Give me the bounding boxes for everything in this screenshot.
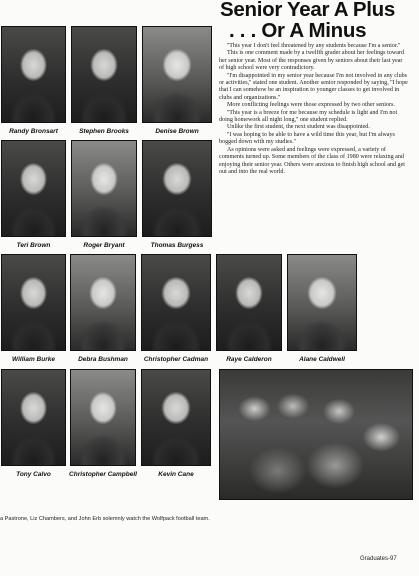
- story-paragraph: ''This year is a breeze for me because my schedule is light and I'm not doing homework all night long,'' one student replied.: [219, 109, 398, 124]
- portrait-caption: Thomas Burgess: [150, 242, 204, 249]
- headline-line-2: . . . Or A Minus: [229, 19, 367, 42]
- portrait-caption: Tony Calvo: [16, 471, 51, 478]
- portrait-debra-bushman: [70, 254, 136, 351]
- portrait-roger-bryant: [71, 140, 137, 237]
- portrait-caption: Teri Brown: [16, 242, 51, 249]
- portrait-caption: Stephen Brooks: [79, 128, 129, 135]
- story-body: [219, 43, 409, 176]
- portrait-raye-calderon: [216, 254, 282, 351]
- portrait-denise-brown: [142, 26, 212, 123]
- portrait-alane-caldwell: [287, 254, 357, 351]
- portrait-christopher-cadman: [141, 254, 211, 351]
- portrait-thomas-burgess: [142, 140, 212, 237]
- story-paragraph: More conflicting feelings were those expressed by two other seniors.: [227, 102, 395, 109]
- page-folio: Graduates-97: [360, 556, 397, 562]
- portrait-caption: Raye Calderon: [226, 356, 272, 363]
- portrait-caption: Christopher Campbell: [69, 471, 137, 478]
- portrait-christopher-campbell: [70, 369, 136, 466]
- football-crowd-photo: [219, 369, 413, 500]
- portrait-randy-bronsart: [1, 26, 66, 123]
- portrait-stephen-brooks: [71, 26, 137, 123]
- portrait-tony-calvo: [1, 369, 66, 466]
- portrait-caption: Kevin Cane: [158, 471, 194, 478]
- portrait-kevin-cane: [141, 369, 211, 466]
- portrait-caption: Alane Caldwell: [299, 356, 345, 363]
- story-paragraph: Unlike the first student, the next student was disappointed.: [227, 124, 370, 131]
- portrait-caption: William Burke: [12, 356, 55, 363]
- story-paragraph: As opinions were asked and feelings were expressed, a variety of comments turned up. Some members of the class of 1980 were relaxing and enjoying their senior year. Others were anxious to finish high school and get out and into the real world.: [219, 146, 405, 175]
- portrait-caption: Roger Bryant: [83, 242, 125, 249]
- headline-line-1: Senior Year A Plus: [220, 0, 396, 21]
- photo-caption: a Pastrone, Liz Chambers, and John Erb solemnly watch the Wolfpack football team.: [0, 516, 210, 522]
- story-paragraph: This is one comment made by a twelfth grader about her feelings toward her senior year. Most of the responses given by seniors about their last year of high school were very contradictory.: [219, 50, 405, 72]
- portrait-teri-brown: [1, 140, 66, 237]
- story-paragraph: ''This year I don't feel threatened by any students because I'm a senior.'': [227, 43, 401, 49]
- portrait-caption: Randy Bronsart: [9, 128, 58, 135]
- story-paragraph: ''I was hoping to be able to have a wild time this year, but I'm always bogged down with my studies.'': [219, 131, 395, 146]
- portrait-caption: Denise Brown: [155, 128, 199, 135]
- portrait-caption: Debra Bushman: [78, 356, 128, 363]
- story-paragraph: ''I'm disappointed in my senior year because I'm not involved in any clubs or activities,'' stated one student. Another senior responded by saying, ''I hope that I can somehow be an inspiration to younger classes to get involved in clubs and organizations.'': [219, 72, 408, 101]
- portrait-william-burke: [1, 254, 66, 351]
- portrait-caption: Christopher Cadman: [143, 356, 209, 363]
